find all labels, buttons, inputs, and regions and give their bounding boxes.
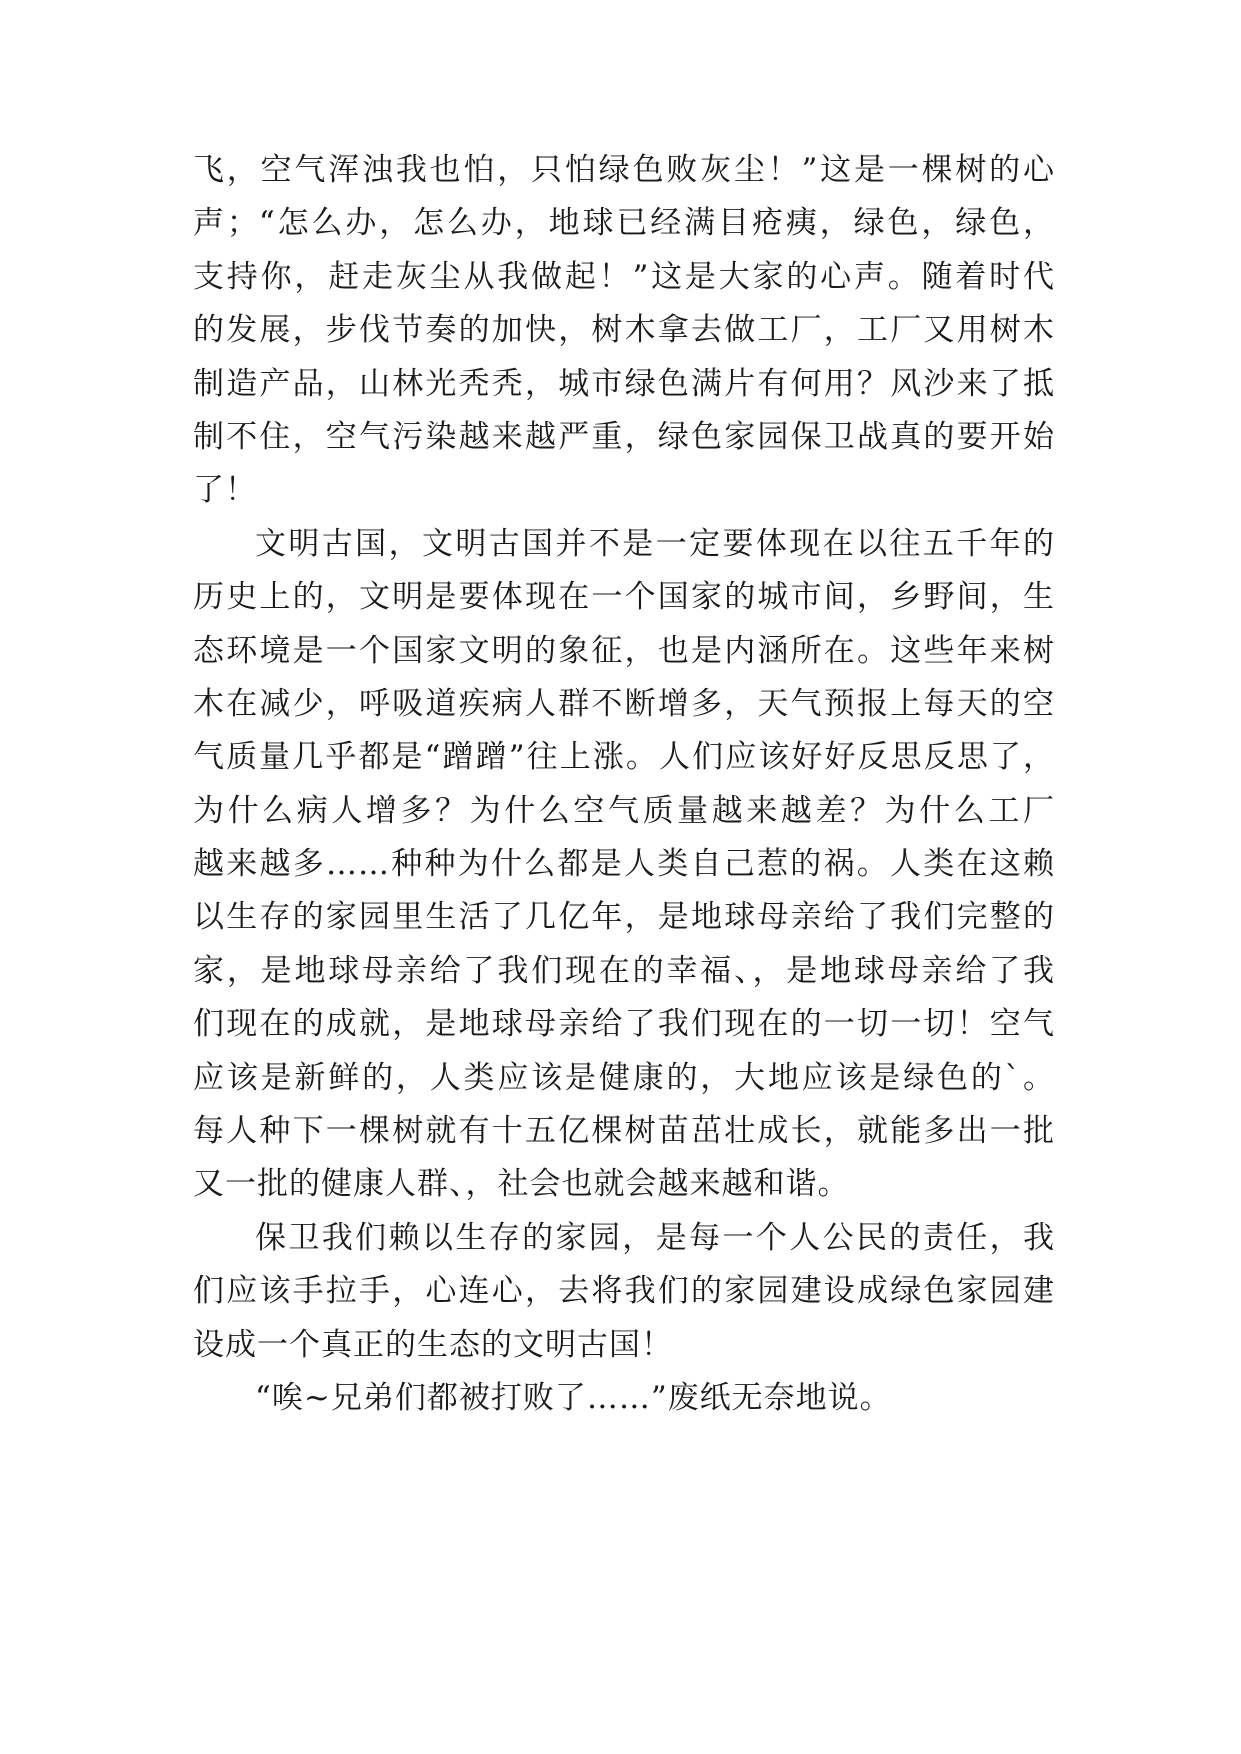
text-line: 制不住，空气污染越来越严重，绿色家园保卫战真的要开始 bbox=[193, 418, 1055, 455]
text-line: 木在减少，呼吸道疾病人群不断增多，天气预报上每天的空 bbox=[193, 685, 1055, 722]
text-line: 应该是新鲜的，人类应该是健康的，大地应该是绿色的`。 bbox=[193, 1059, 1055, 1096]
text-line: 家，是地球母亲给了我们现在的幸福、，是地球母亲给了我 bbox=[193, 952, 1055, 989]
text-line: 态环境是一个国家文明的象征，也是内涵所在。这些年来树 bbox=[193, 632, 1055, 669]
text-line: 又一批的健康人群、，社会也就会越来越和谐。 bbox=[193, 1166, 850, 1203]
text-line: 气质量几乎都是“蹭蹭”往上涨。人们应该好好反思反思了， bbox=[193, 739, 1055, 776]
text-line: 飞，空气浑浊我也怕，只怕绿色败灰尘！”这是一棵树的心 bbox=[193, 152, 1055, 188]
body-text bbox=[193, 144, 1055, 1425]
text-line: 每人种下一棵树就有十五亿棵树苗茁壮成长，就能多出一批 bbox=[193, 1113, 1055, 1150]
text-line: 们应该手拉手，心连心，去将我们的家园建设成绿色家园建 bbox=[193, 1273, 1055, 1310]
paragraph bbox=[193, 144, 1055, 518]
paragraph bbox=[193, 1372, 1055, 1425]
text-line: 文明古国，文明古国并不是一定要体现在以往五千年的 bbox=[255, 525, 1055, 562]
paragraph bbox=[193, 518, 1055, 1212]
text-line: 以生存的家园里生活了几亿年，是地球母亲给了我们完整的 bbox=[193, 899, 1055, 936]
text-line: 历史上的，文明是要体现在一个国家的城市间，乡野间，生 bbox=[193, 579, 1055, 616]
text-line: 支持你，赶走灰尘从我做起！”这是大家的心声。随着时代 bbox=[193, 258, 1055, 295]
text-line: 的发展，步伐节奏的加快，树木拿去做工厂，工厂又用树木 bbox=[193, 312, 1055, 349]
text-line: 保卫我们赖以生存的家园，是每一个人公民的责任，我 bbox=[255, 1219, 1055, 1256]
text-line: 们现在的成就，是地球母亲给了我们现在的一切一切！空气 bbox=[193, 1006, 1055, 1043]
text-line: 声；“怎么办，怎么办，地球已经满目疮痍，绿色，绿色， bbox=[193, 205, 1055, 242]
paragraph bbox=[193, 1212, 1055, 1372]
text-line: “唉~兄弟们都被打败了……”废纸无奈地说。 bbox=[255, 1379, 892, 1416]
text-line: 为什么病人增多？为什么空气质量越来越差？为什么工厂 bbox=[193, 792, 1055, 829]
text-line: 设成一个真正的生态的文明古国！ bbox=[193, 1326, 673, 1363]
text-line: 制造产品，山林光秃秃，城市绿色满片有何用？风沙来了抵 bbox=[193, 365, 1055, 402]
text-line: 了！ bbox=[193, 472, 257, 509]
text-line: 越来越多……种种为什么都是人类自己惹的祸。人类在这赖 bbox=[193, 846, 1055, 883]
